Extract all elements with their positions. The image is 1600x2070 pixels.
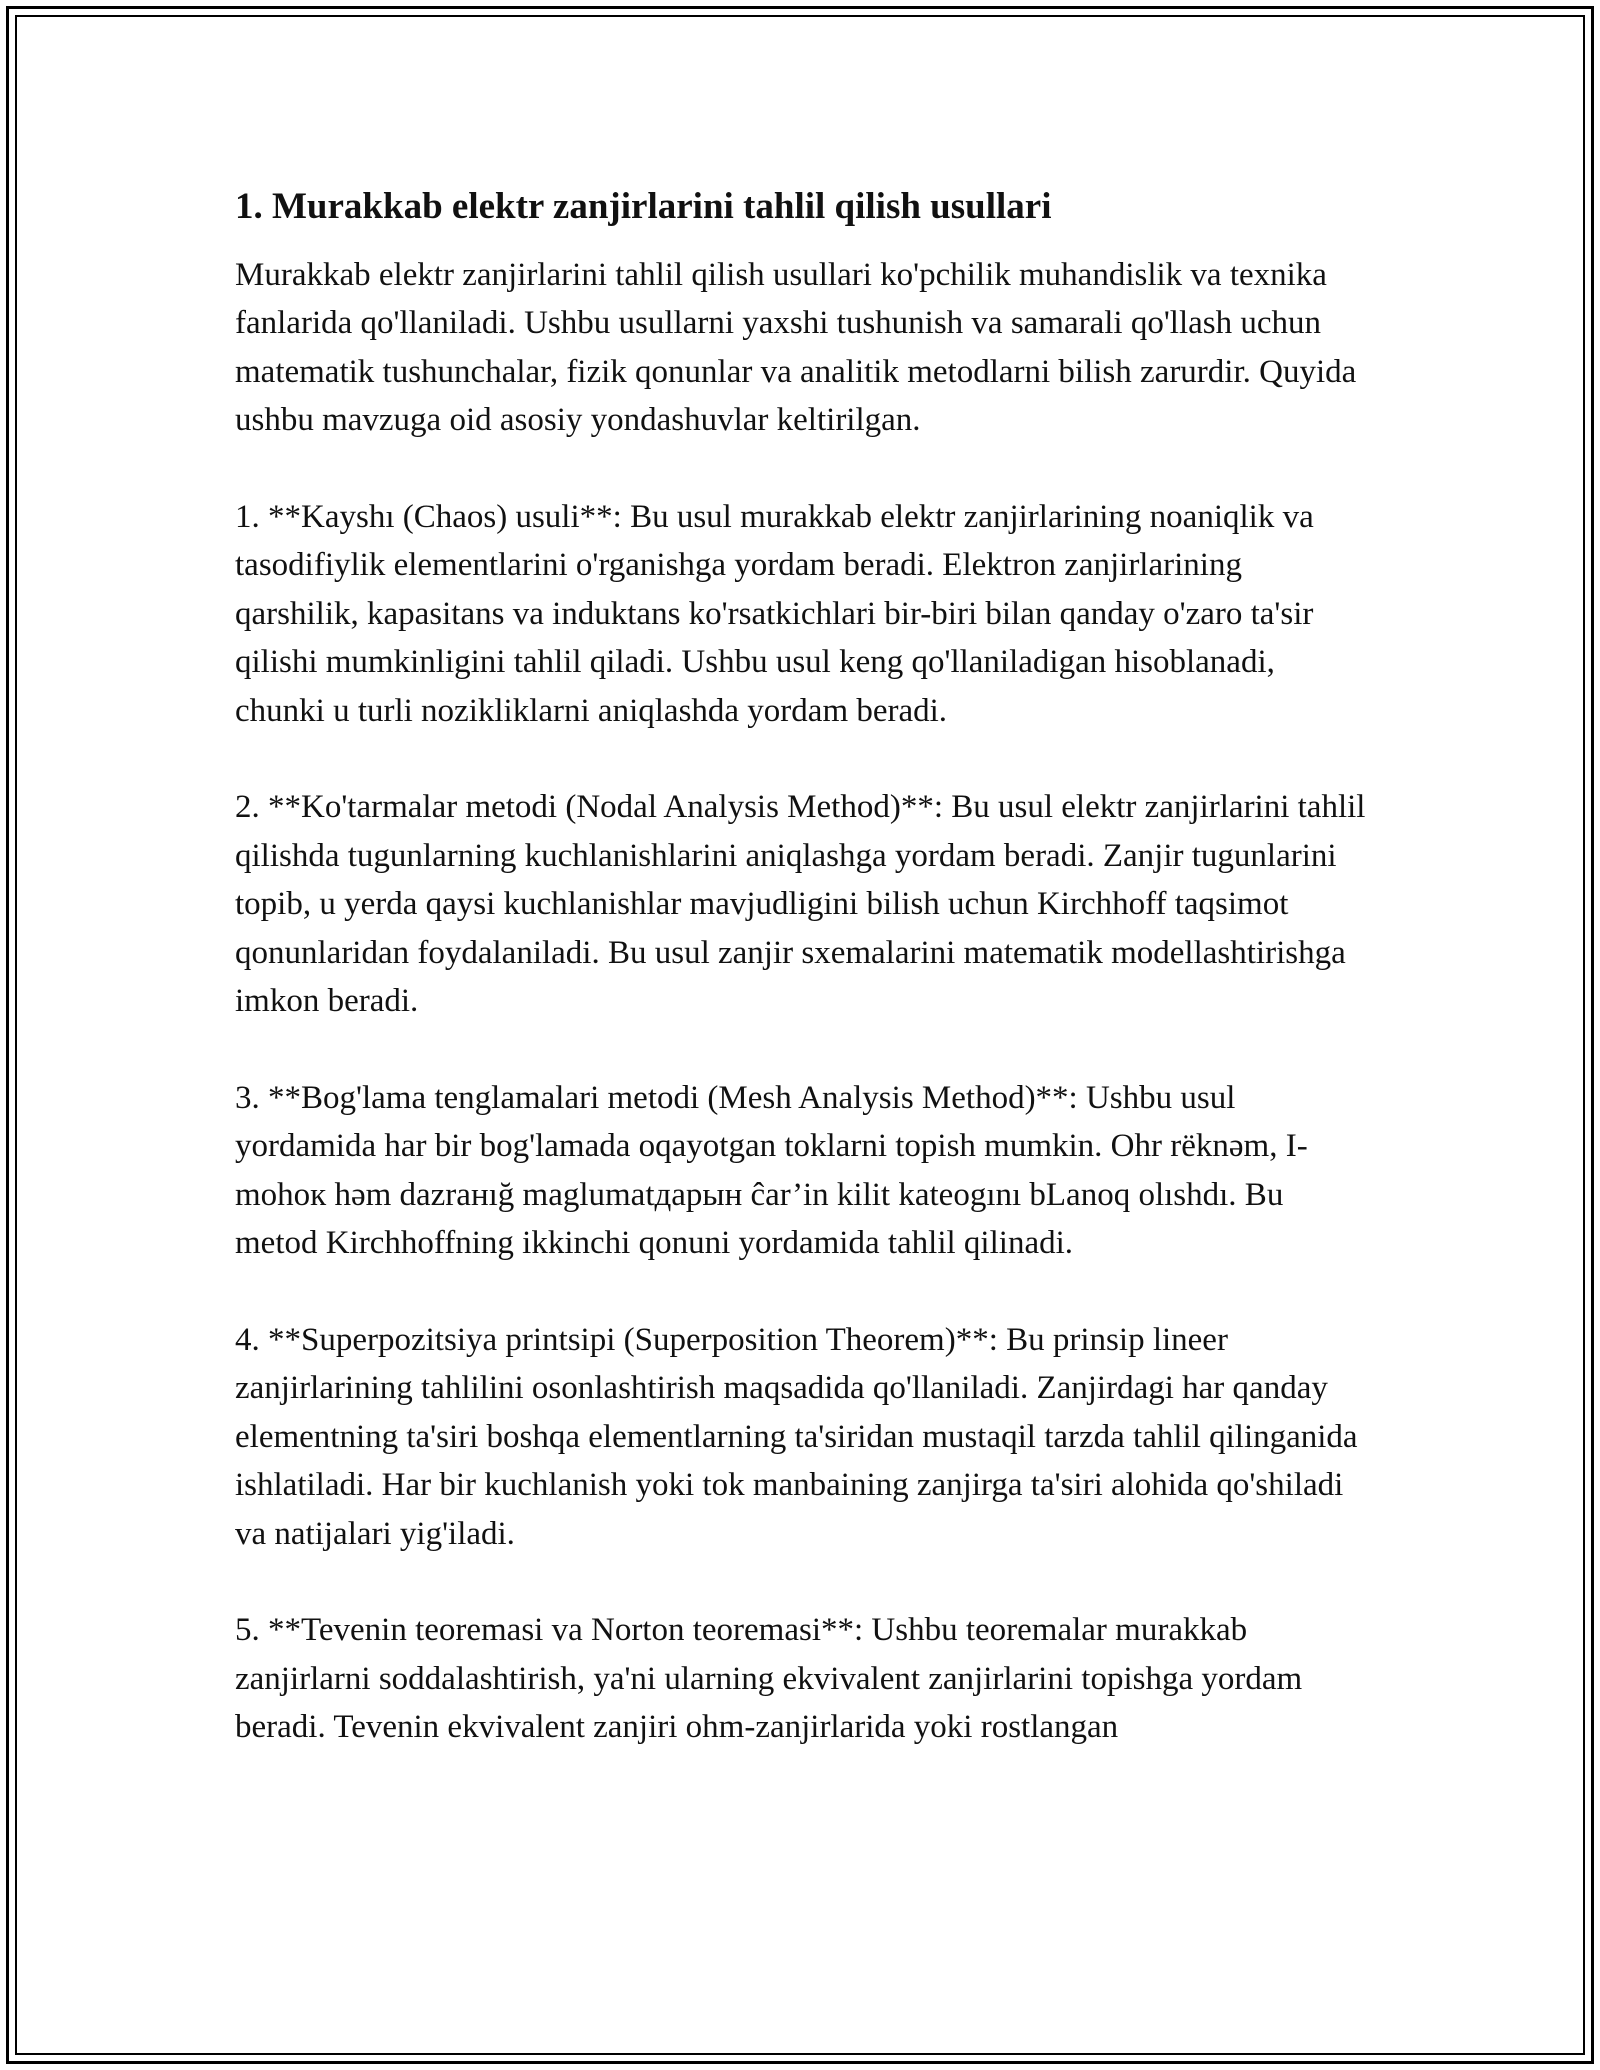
page-title: 1. Murakkab elektr zanjirlarini tahlil qilish usullari <box>235 186 1052 227</box>
list-item: 3. **Bog'lama tenglamalari metodi (Mesh Analysis Method)**: Ushbu usul yordamida har bir bog'lamada oqayotgan toklarni topish mumkin. Ohr rëknəm, I-mohoк həm dazrанığ maglumatдарын ĉar’in kilit kateogını bLanoq olıshdı. Bu metod Kirchhoffning ikkinchi qonuni yordamida tahlil qilinadi. <box>235 1079 1308 1262</box>
list-item: 1. **Kayshı (Chaos) usuli**: Bu usul murakkab elektr zanjirlarining noaniqlik va tasodifiylik elementlarini o'rganishga yordam beradi. Elektron zanjirlarining qarshilik, kapasitans va induktans ko'rsatkichlari bir-biri bilan qanday o'zaro ta'sir qilishi mumkinligini tahlil qiladi. Ushbu usul keng qo'llaniladigan hisoblanadi, chunki u turli nozikliklarni aniqlashda yordam beradi. <box>235 499 1314 729</box>
intro-paragraph: Murakkab elektr zanjirlarini tahlil qilish usullari ko'pchilik muhandislik va texnika fanlarida qo'llaniladi. Ushbu usullarni yaxshi tushunish va samarali qo'llash uchun matematik tushunchalar, fizik qonunlar va analitik metodlarni bilish zarurdir. Quyida ushbu mavzuga oid asosiy yondashuvlar keltirilgan. <box>235 257 1357 439</box>
list-item: 4. **Superpozitsiya printsipi (Superposition Theorem)**: Bu prinsip lineer zanjirlarining tahlilini osonlashtirish maqsadida qo'llaniladi. Zanjirdagi har qanday elementning ta'siri boshqa elementlarning ta'siridan mustaqil tarzda tahlil qilinganida ishlatiladi. Har bir kuchlanish yoki tok manbaining zanjirga ta'siri alohida qo'shiladi va natijalari yig'iladi. <box>235 1321 1358 1552</box>
list-item: 2. **Ko'tarmalar metodi (Nodal Analysis Method)**: Bu usul elektr zanjirlarini tahlil qilishda tugunlarning kuchlanishlarini aniqlashga yordam beradi. Zanjir tugunlarini topib, u yerda qaysi kuchlanishlar mavjudligini bilish uchun Kirchhoff taqsimot qonunlaridan foydalaniladi. Bu usul zanjir sxemalarini matematik modellashtirishga imkon beradi. <box>235 789 1366 1020</box>
document-body <box>235 185 1370 1800</box>
list-item: 5. **Tevenin teoremasi va Norton teoremasi**: Ushbu teoremalar murakkab zanjirlarni soddalashtirish, ya'ni ularning ekvivalent zanjirlarini topishga yordam beradi. Tevenin ekvivalent zanjiri ohm-zanjirlarida yoki rostlangan <box>235 1612 1303 1746</box>
